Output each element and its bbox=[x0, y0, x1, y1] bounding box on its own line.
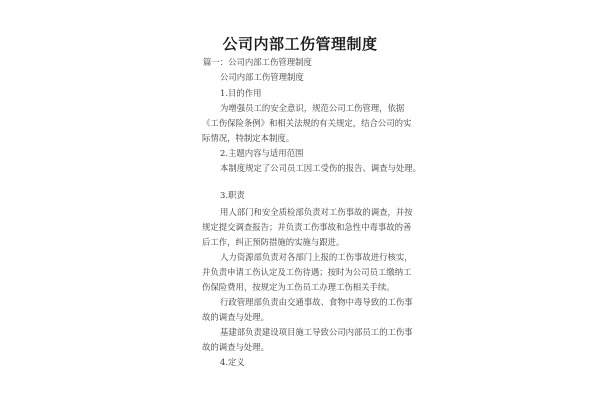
paragraph-line: 故的调查与处理。 bbox=[202, 312, 269, 322]
paragraph-line: 人力资源部负责对各部门上报的工伤事故进行核实， bbox=[220, 252, 413, 262]
section-heading-4: 4.定义 bbox=[220, 357, 245, 367]
section-heading-2: 2.主题内容与适用范围 bbox=[220, 148, 304, 158]
paragraph-line: 基建部负责建设项目施工导致公司内部员工的工伤事 bbox=[220, 327, 413, 337]
paragraph-line: 用人部门和安全质检部负责对工伤事故的调查，并按 bbox=[220, 207, 413, 217]
document-title: 公司内部工伤管理制度 bbox=[222, 35, 378, 53]
paragraph-line: 并负责申请工伤认定及工伤待遇；按时为公司员工缴纳工 bbox=[202, 267, 412, 277]
paragraph-line: 伤保险费用，按规定为工伤员工办理工伤相关手续。 bbox=[202, 282, 395, 292]
paragraph-line: 后工作，纠正预防措施的实施与跟进。 bbox=[202, 237, 345, 247]
chapter-heading: 篇一：公司内部工伤管理制度 bbox=[203, 57, 312, 67]
paragraph-line: 行政管理部负责由交通事故、食物中毒导致的工伤事 bbox=[220, 297, 413, 307]
paragraph-line: 为增强员工的安全意识，规范公司工伤管理，依据 bbox=[220, 103, 405, 113]
subtitle-line: 公司内部工伤管理制度 bbox=[220, 72, 304, 82]
paragraph-line: 故的调查与处理。 bbox=[202, 342, 269, 352]
paragraph-line: 际情况，特制定本制度。 bbox=[202, 133, 295, 143]
paragraph-line: 《工伤保险条例》和相关法规的有关规定，结合公司的实 bbox=[202, 118, 412, 128]
section-heading-1: 1.目的作用 bbox=[220, 88, 262, 98]
paragraph-line: 规定提交调查报告；并负责工伤事故和急性中毒事故的善 bbox=[202, 222, 412, 232]
section-heading-3: 3.职责 bbox=[220, 190, 245, 200]
paragraph-line: 本制度规定了公司员工因工受伤的报告、调查与处理。 bbox=[220, 163, 421, 173]
